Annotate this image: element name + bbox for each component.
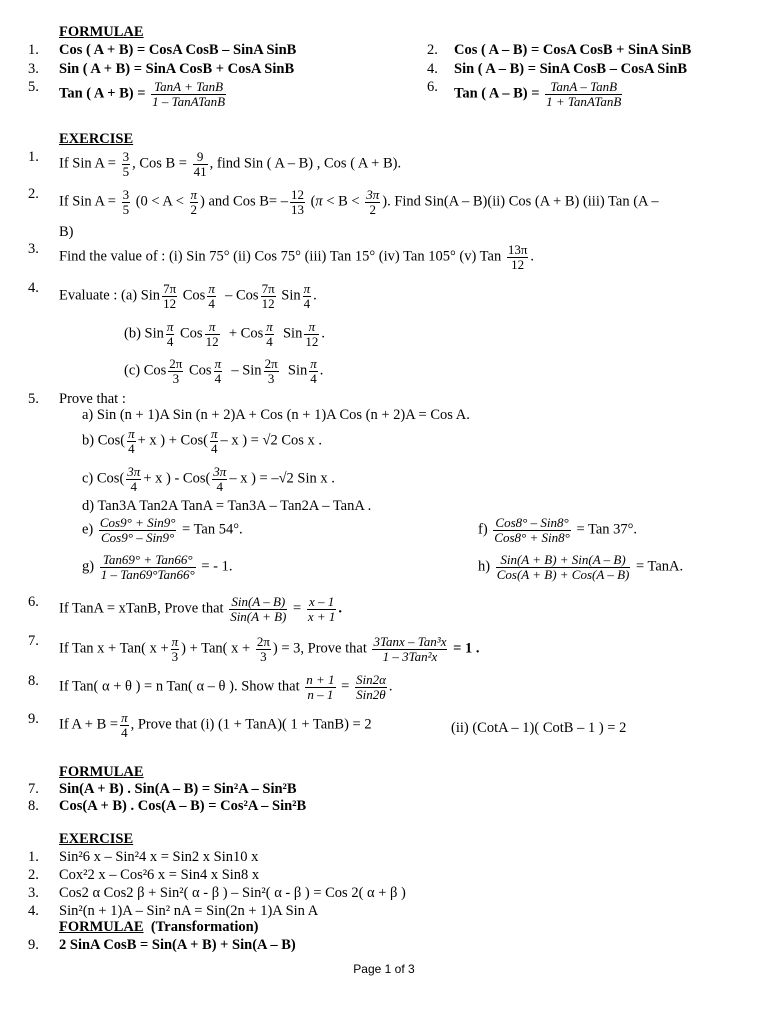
- exercise-4b: (b) Sin $\frac{\pi}{4}$ Cos $\frac{\pi}{12}$ + Cos $\frac{\pi}{4}$ Sin $\frac{\pi}{12}$ .: [124, 319, 325, 349]
- formula-2: Cos ( A – B) = CosA CosB + SinA SinB: [454, 42, 692, 58]
- item-number: 1.: [28, 42, 39, 58]
- item-number: 6.: [28, 594, 39, 610]
- formulae-transformation-heading: FORMULAE (Transformation): [59, 919, 259, 935]
- formula-3: Sin ( A + B) = SinA CosB + CosA SinB: [59, 61, 295, 77]
- exercise-4c: (c) Cos $\frac{2\pi}{3}$ Cos $\frac{\pi}{4}$ – Sin $\frac{2\pi}{3}$ Sin $\frac{\pi}{4}$ .: [124, 356, 324, 386]
- item-number: 4.: [28, 280, 39, 296]
- exercise-b2: Cox²2 x – Cos²6 x = Sin4 x Sin8 x: [59, 867, 260, 883]
- exercise-6: If TanA = xTanB, Prove that $\frac{\text{Sin(A – B)}}{\text{Sin(A + B)}}$ = $\frac{x - 1}{x + 1}$ .: [59, 594, 342, 624]
- item-number: 3.: [28, 61, 39, 77]
- item-number: 1.: [28, 149, 39, 165]
- item-number: 7.: [28, 781, 39, 797]
- exercise-b3: Cos2 α Cos2 β + Sin²( α - β ) – Sin²( α - β ) = Cos 2( α + β ): [59, 885, 406, 901]
- exercise-5e: e) $\frac{\text{Cos9° + Sin9°}}{\text{Cos9° – Sin9°}}$ = Tan 54°.: [82, 515, 243, 545]
- formula-6: Tan ( A – B) = $\frac{\text{TanA – TanB}}{\text{1 + TanATanB}}$: [454, 79, 622, 109]
- exercise-9: If A + B = $\frac{\pi}{4}$ , Prove that (i) (1 + TanA)( 1 + TanB) = 2: [59, 710, 372, 740]
- item-number: 7.: [28, 633, 39, 649]
- exercise-8: If Tan( α + θ ) = n Tan( α – θ ). Show that $\frac{n + 1}{n - 1}$ = $\frac{\text{Sin2α}}{\text{Sin2θ}}$ .: [59, 672, 393, 702]
- item-number: 2.: [28, 186, 39, 202]
- exercise-1: If Sin A = $\frac{3}{5}$ , Cos B = $\frac{9}{41}$ , find Sin ( A – B) , Cos ( A + B).: [59, 149, 402, 179]
- item-number: 3.: [28, 885, 39, 901]
- exercise-2-cont: B): [59, 224, 74, 240]
- exercise-5g: g) $\frac{\text{Tan69° + Tan66°}}{\text{1 – Tan69°Tan66°}}$ = - 1.: [82, 552, 233, 582]
- exercise-4a: Evaluate : (a) Sin $\frac{7\pi}{12}$ Cos $\frac{\pi}{4}$ – Cos $\frac{7\pi}{12}$ Sin $\frac{\pi}{4}$ .: [59, 281, 317, 311]
- exercise-5h: h) $\frac{\text{Sin(A + B) + Sin(A – B)}}{\text{Cos(A + B) + Cos(A – B)}}$ = TanA.: [478, 552, 684, 582]
- exercise-5: Prove that :: [59, 391, 126, 407]
- exercise-heading-2: EXERCISE: [59, 831, 134, 847]
- exercise-5b: b) Cos( $\frac{\pi}{4}$ + x ) + Cos( $\frac{\pi}{4}$ – x ) = √2 Cos x .: [82, 426, 323, 456]
- formulae-heading: FORMULAE: [59, 24, 144, 40]
- item-number: 5.: [28, 79, 39, 95]
- exercise-5d: d) Tan3A Tan2A TanA = Tan3A – Tan2A – TanA .: [82, 498, 372, 514]
- item-number: 9.: [28, 937, 39, 953]
- formula-1: Cos ( A + B) = CosA CosB – SinA SinB: [59, 42, 297, 58]
- exercise-2: If Sin A = $\frac{3}{5}$ (0 < A < $\frac{\pi}{2}$ ) and Cos B= – $\frac{12}{13}$ (π < B < $\frac{3\pi}{2}$ ). Find Sin(A – B)(ii) Cos (A + B) (iii) Tan (A –: [59, 187, 659, 217]
- item-number: 3.: [28, 241, 39, 257]
- formula-9: 2 SinA CosB = Sin(A + B) + Sin(A – B): [59, 937, 296, 953]
- exercise-5c: c) Cos( $\frac{3\pi}{4}$ + x ) - Cos( $\frac{3\pi}{4}$ – x ) = –√2 Sin x .: [82, 464, 335, 494]
- formula-8: Cos(A + B) . Cos(A – B) = Cos²A – Sin²B: [59, 798, 307, 814]
- item-number: 6.: [427, 79, 438, 95]
- item-number: 5.: [28, 391, 39, 407]
- item-number: 8.: [28, 673, 39, 689]
- page-footer: Page 1 of 3: [353, 962, 415, 976]
- formula-5: Tan ( A + B) = $\frac{\text{TanA + TanB}}{\text{1 – TanATanB}}$: [59, 79, 226, 109]
- item-number: 1.: [28, 849, 39, 865]
- exercise-5a: a) Sin (n + 1)A Sin (n + 2)A + Cos (n + 1)A Cos (n + 2)A = Cos A.: [82, 407, 470, 423]
- exercise-7: If Tan x + Tan( x + $\frac{\pi}{3}$ ) + Tan( x + $\frac{2\pi}{3}$ ) = 3, Prove that $\frac{\text{3Tanx – Tan³x}}{\text{1 – 3Tan²x}}$ = 1 .: [59, 634, 480, 664]
- item-number: 4.: [427, 61, 438, 77]
- exercise-b1: Sin²6 x – Sin²4 x = Sin2 x Sin10 x: [59, 849, 259, 865]
- item-number: 9.: [28, 711, 39, 727]
- item-number: 4.: [28, 903, 39, 919]
- exercise-heading: EXERCISE: [59, 131, 134, 147]
- formulae-heading-2: FORMULAE: [59, 764, 144, 780]
- exercise-9-ii: (ii) (CotA – 1)( CotB – 1 ) = 2: [451, 720, 627, 736]
- item-number: 8.: [28, 798, 39, 814]
- item-number: 2.: [427, 42, 438, 58]
- exercise-3: Find the value of : (i) Sin 75° (ii) Cos 75° (iii) Tan 15° (iv) Tan 105° (v) Tan $\frac{13\pi}{12}$ .: [59, 242, 535, 272]
- formula-4: Sin ( A – B) = SinA CosB – CosA SinB: [454, 61, 688, 77]
- exercise-b4: Sin²(n + 1)A – Sin² nA = Sin(2n + 1)A Sin A: [59, 903, 319, 919]
- formula-7: Sin(A + B) . Sin(A – B) = Sin²A – Sin²B: [59, 781, 297, 797]
- item-number: 2.: [28, 867, 39, 883]
- exercise-5f: f) $\frac{\text{Cos8° – Sin8°}}{\text{Cos8° + Sin8°}}$ = Tan 37°.: [478, 515, 638, 545]
